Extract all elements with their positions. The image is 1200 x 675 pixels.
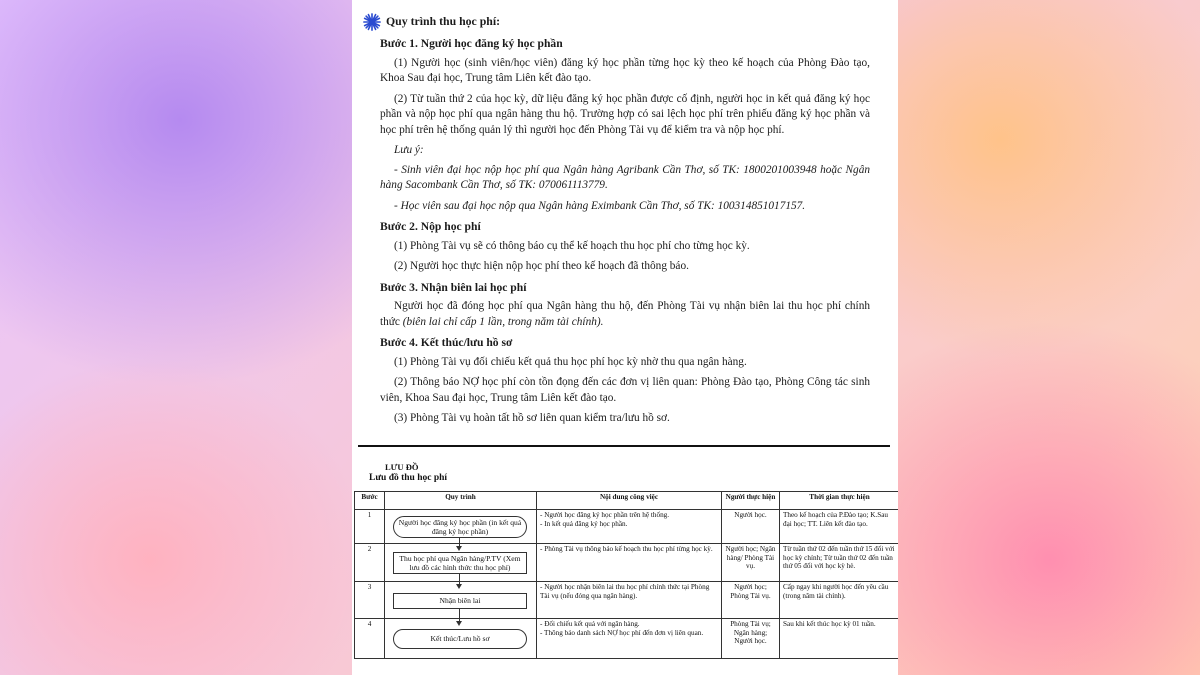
- step-3-italic-note: (biên lai chỉ cấp 1 lần, trong năm tài chính).: [402, 315, 604, 328]
- row-time: Cấp ngay khi người học đến yêu cầu (trong năm tài chính).: [780, 582, 899, 619]
- row-process: [385, 510, 537, 544]
- document-body: [380, 13, 870, 432]
- note-item-2: - Học viên sau đại học nộp qua Ngân hàng Eximbank Cần Thơ, số TK: 100314851017157.: [394, 199, 806, 212]
- row-content: - Phòng Tài vụ thông báo kế hoạch thu học phí từng học kỳ.: [537, 544, 722, 582]
- row-step: 1: [355, 510, 385, 544]
- row-process: [385, 544, 537, 582]
- arrow-down-icon: [456, 546, 462, 551]
- step-4-para-1: (1) Phòng Tài vụ đối chiếu kết quả thu học phí học kỳ nhờ thu qua ngân hàng.: [394, 355, 747, 368]
- document-page: [352, 0, 898, 675]
- row-time: Theo kế hoạch của P.Đào tạo; K.Sau đại học; TT. Liên kết đào tạo.: [780, 510, 899, 544]
- row-step: 4: [355, 619, 385, 659]
- step-3-title: Bước 3. Nhận biên lai học phí: [380, 280, 527, 294]
- arrow-down-icon: [456, 584, 462, 589]
- step-2-para-2: (2) Người học thực hiện nộp học phí theo kế hoạch đã thông báo.: [394, 260, 689, 272]
- row-content: - Đối chiếu kết quả với ngân hàng. - Thông báo danh sách NỢ học phí đến đơn vị liên quan.: [537, 619, 722, 659]
- row-performer: Người học; Phòng Tài vụ.: [722, 582, 780, 619]
- row-step: 2: [355, 544, 385, 582]
- row-performer: Người học.: [722, 510, 780, 544]
- flowchart-label: LƯU ĐỒ: [385, 462, 419, 472]
- row-time: Từ tuần thứ 02 đến tuần thứ 15 đối với học kỳ chính; Từ tuần thứ 02 đến tuần thứ 05 đối với học kỳ hè.: [780, 544, 899, 582]
- header-time: Thời gian thực hiện: [780, 492, 899, 510]
- header-content: Nội dung công việc: [537, 492, 722, 510]
- table-row: [355, 582, 899, 619]
- doc-heading: [380, 13, 870, 31]
- note-item-1: - Sinh viên đại học nộp học phí qua Ngân hàng Agribank Cần Thơ, số TK: 1800201003948 hoặc Ngân hàng Sacombank Cần Thơ, số TK: 070061113779.: [380, 163, 870, 191]
- header-performer: Người thực hiện: [722, 492, 780, 510]
- flowchart-title: Lưu đồ thu học phí: [369, 473, 448, 483]
- step-1-para-2: (2) Từ tuần thứ 2 của học kỳ, dữ liệu đăng ký học phần được cố định, người học in kết quả đăng ký học phần và nộp học phí qua ngân hàng thu hộ. Trường hợp có sai lệch học phí trên phiếu đăng ký học phần và học phí trên hệ thống quản lý thì người học đến Phòng Tài vụ để kiểm tra và nộp học phí.: [380, 92, 870, 136]
- step-4-para-3: (3) Phòng Tài vụ hoàn tất hồ sơ liên quan kiểm tra/lưu hồ sơ.: [394, 412, 670, 424]
- row-process: [385, 619, 537, 659]
- table-header-row: [355, 492, 899, 510]
- row-step: 3: [355, 582, 385, 619]
- header-step: Bước: [355, 492, 385, 510]
- table-row: [355, 510, 899, 544]
- row-time: Sau khi kết thúc học kỳ 01 tuần.: [780, 619, 899, 659]
- table-row: [355, 544, 899, 582]
- arrow-down-icon: [456, 621, 462, 626]
- row-content: - Người học đăng ký học phần trên hệ thống. - In kết quả đăng ký học phần.: [537, 510, 722, 544]
- flow-box-payment: Thu học phí qua Ngân hàng/P.TV (Xem lưu đồ các hình thức thu học phí): [393, 552, 527, 574]
- section-divider: [358, 445, 890, 447]
- note-label: Lưu ý:: [394, 144, 424, 156]
- step-3-para: [380, 299, 870, 330]
- step-4-para-2: (2) Thông báo NỢ học phí còn tồn đọng đến các đơn vị liên quan: Phòng Đào tạo, Phòng Công tác sinh viên, Khoa Sau đại học, Trung tâm Liên kết đào tạo.: [380, 376, 870, 404]
- step-2-title: Bước 2. Nộp học phí: [380, 220, 481, 233]
- row-performer: Phòng Tài vụ; Ngân hàng; Người học.: [722, 619, 780, 659]
- row-process: [385, 582, 537, 619]
- asterisk-bullet-icon: [362, 13, 382, 31]
- row-content: - Người học nhận biên lai thu học phí chính thức tại Phòng Tài vụ (nếu đóng qua ngân hàng).: [537, 582, 722, 619]
- flow-box-receipt: Nhận biên lai: [393, 593, 527, 609]
- flowchart-section: [352, 460, 898, 675]
- flow-box-start: Người học đăng ký học phần (in kết quả đăng ký học phần): [393, 516, 527, 538]
- header-process: Quy trình: [385, 492, 537, 510]
- table-row: [355, 619, 899, 659]
- step-1-title: Bước 1. Người học đăng ký học phần: [380, 37, 563, 50]
- flow-box-end: Kết thúc/Lưu hồ sơ: [393, 629, 527, 649]
- step-2-para-1: (1) Phòng Tài vụ sẽ có thông báo cụ thể kế hoạch thu học phí cho từng học kỳ.: [394, 239, 750, 252]
- heading-text: Quy trình thu học phí:: [386, 14, 501, 29]
- step-1-para-1: (1) Người học (sinh viên/học viên) đăng ký học phần từng học kỳ theo kế hoạch của Phòng Đào tạo, Khoa Sau đại học, Trung tâm Liên kết đào tạo.: [380, 56, 870, 84]
- step-3-text: Người học đã đóng học phí qua Ngân hàng thu hộ, đến Phòng Tài vụ nhận biên lai thu học phí chính thức: [380, 300, 870, 328]
- flowchart-table: [354, 491, 898, 659]
- step-4-title: Bước 4. Kết thúc/lưu hồ sơ: [380, 336, 513, 349]
- row-performer: Người học; Ngân hàng/ Phòng Tài vụ.: [722, 544, 780, 582]
